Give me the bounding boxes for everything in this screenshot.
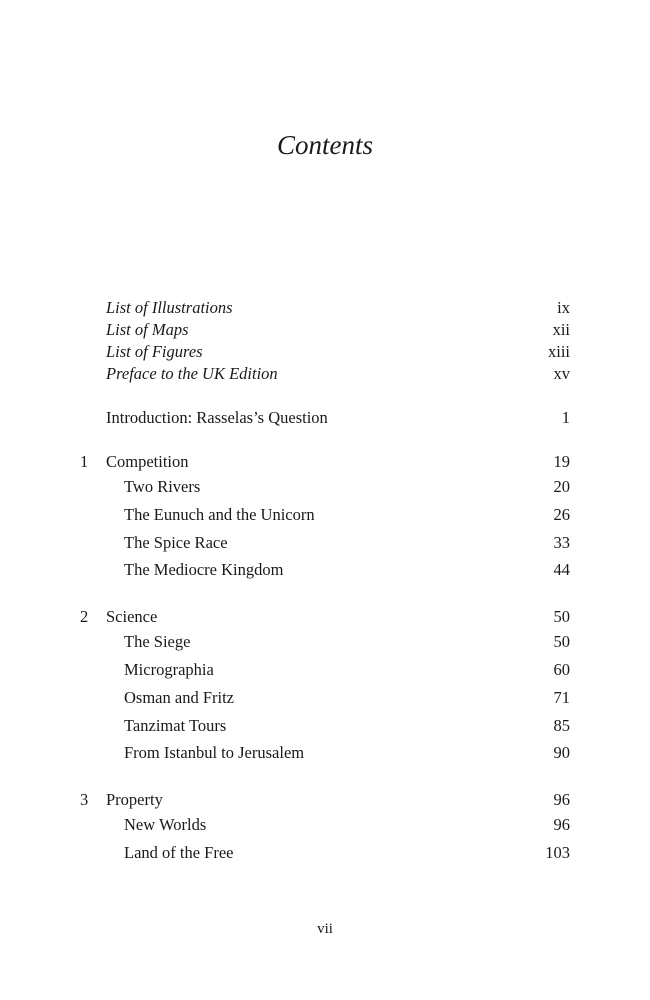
toc-section[interactable] [80, 473, 572, 501]
toc-entry-page: 20 [553, 477, 570, 496]
section-title: The Siege [124, 632, 191, 652]
toc-entry-introduction[interactable] [80, 407, 572, 429]
toc-entry-page: 90 [553, 743, 570, 763]
spacer [80, 584, 572, 606]
spacer [80, 429, 572, 451]
section-title: The Eunuch and the Unicorn [124, 504, 315, 524]
section-title: Land of the Free [124, 842, 234, 862]
toc-entry-label: Introduction: Rasselas’s Question [106, 408, 328, 427]
toc-section[interactable] [80, 529, 572, 557]
toc-entry-list-of-maps[interactable] [80, 319, 572, 341]
spacer [80, 385, 572, 407]
toc-entry-page: 19 [553, 452, 570, 471]
toc-section[interactable] [80, 839, 572, 867]
toc-section[interactable] [80, 501, 572, 529]
section-title: The Mediocre Kingdom [124, 560, 284, 580]
page-number: vii [317, 921, 333, 937]
toc-entry-preface[interactable] [80, 363, 572, 385]
toc-entry-page: 33 [553, 532, 570, 552]
toc-entry-page: 96 [553, 790, 570, 810]
section-title: Two Rivers [124, 477, 201, 496]
toc-chapter-3[interactable] [80, 789, 572, 811]
chapter-title: Science [106, 607, 158, 627]
toc-entry-page: 103 [545, 842, 570, 862]
toc-entry-label: Preface to the UK Edition [106, 364, 278, 383]
spacer [80, 767, 572, 789]
toc-entry-page: 96 [553, 815, 570, 835]
toc-section[interactable] [80, 811, 572, 839]
section-title: The Spice Race [124, 532, 228, 552]
toc-entry-page: 71 [553, 687, 570, 707]
chapter-number: 2 [80, 607, 89, 627]
toc-entry-page: ix [557, 298, 570, 317]
toc-entry-label: List of Maps [106, 320, 189, 339]
toc-entry-page: 85 [553, 715, 570, 735]
toc-entry-page: 60 [553, 659, 570, 679]
toc-entry-page: 50 [553, 607, 570, 627]
chapter-title: Competition [106, 452, 189, 471]
toc-chapter-2[interactable] [80, 606, 572, 628]
toc-entry-page: xv [553, 364, 570, 383]
toc-entry-list-of-figures[interactable] [80, 341, 572, 363]
toc-section[interactable] [80, 739, 572, 767]
toc-entry-page: 44 [553, 560, 570, 580]
section-title: New Worlds [124, 815, 207, 835]
toc-section[interactable] [80, 712, 572, 740]
toc-section[interactable] [80, 628, 572, 656]
section-title: From Istanbul to Jerusalem [124, 743, 305, 763]
toc-section[interactable] [80, 556, 572, 584]
toc-entry-page: 50 [553, 632, 570, 652]
section-title: Micrographia [124, 659, 214, 679]
toc-entry-page: xii [552, 320, 570, 339]
section-title: Osman and Fritz [124, 687, 234, 707]
toc-entry-label: List of Illustrations [106, 298, 233, 317]
toc-entry-label: List of Figures [106, 342, 203, 361]
toc-section[interactable] [80, 684, 572, 712]
table-of-contents [80, 297, 572, 867]
chapter-number: 3 [80, 790, 89, 810]
toc-entry-page: xiii [547, 342, 570, 361]
page-title: Contents [276, 130, 373, 160]
chapter-title: Property [106, 790, 163, 810]
section-title: Tanzimat Tours [124, 715, 227, 735]
toc-entry-page: 1 [561, 408, 570, 427]
toc-entry-page: 26 [553, 504, 570, 524]
toc-chapter-1[interactable] [80, 451, 572, 473]
toc-entry-list-of-illustrations[interactable] [80, 297, 572, 319]
toc-section[interactable] [80, 656, 572, 684]
chapter-number: 1 [80, 452, 89, 471]
